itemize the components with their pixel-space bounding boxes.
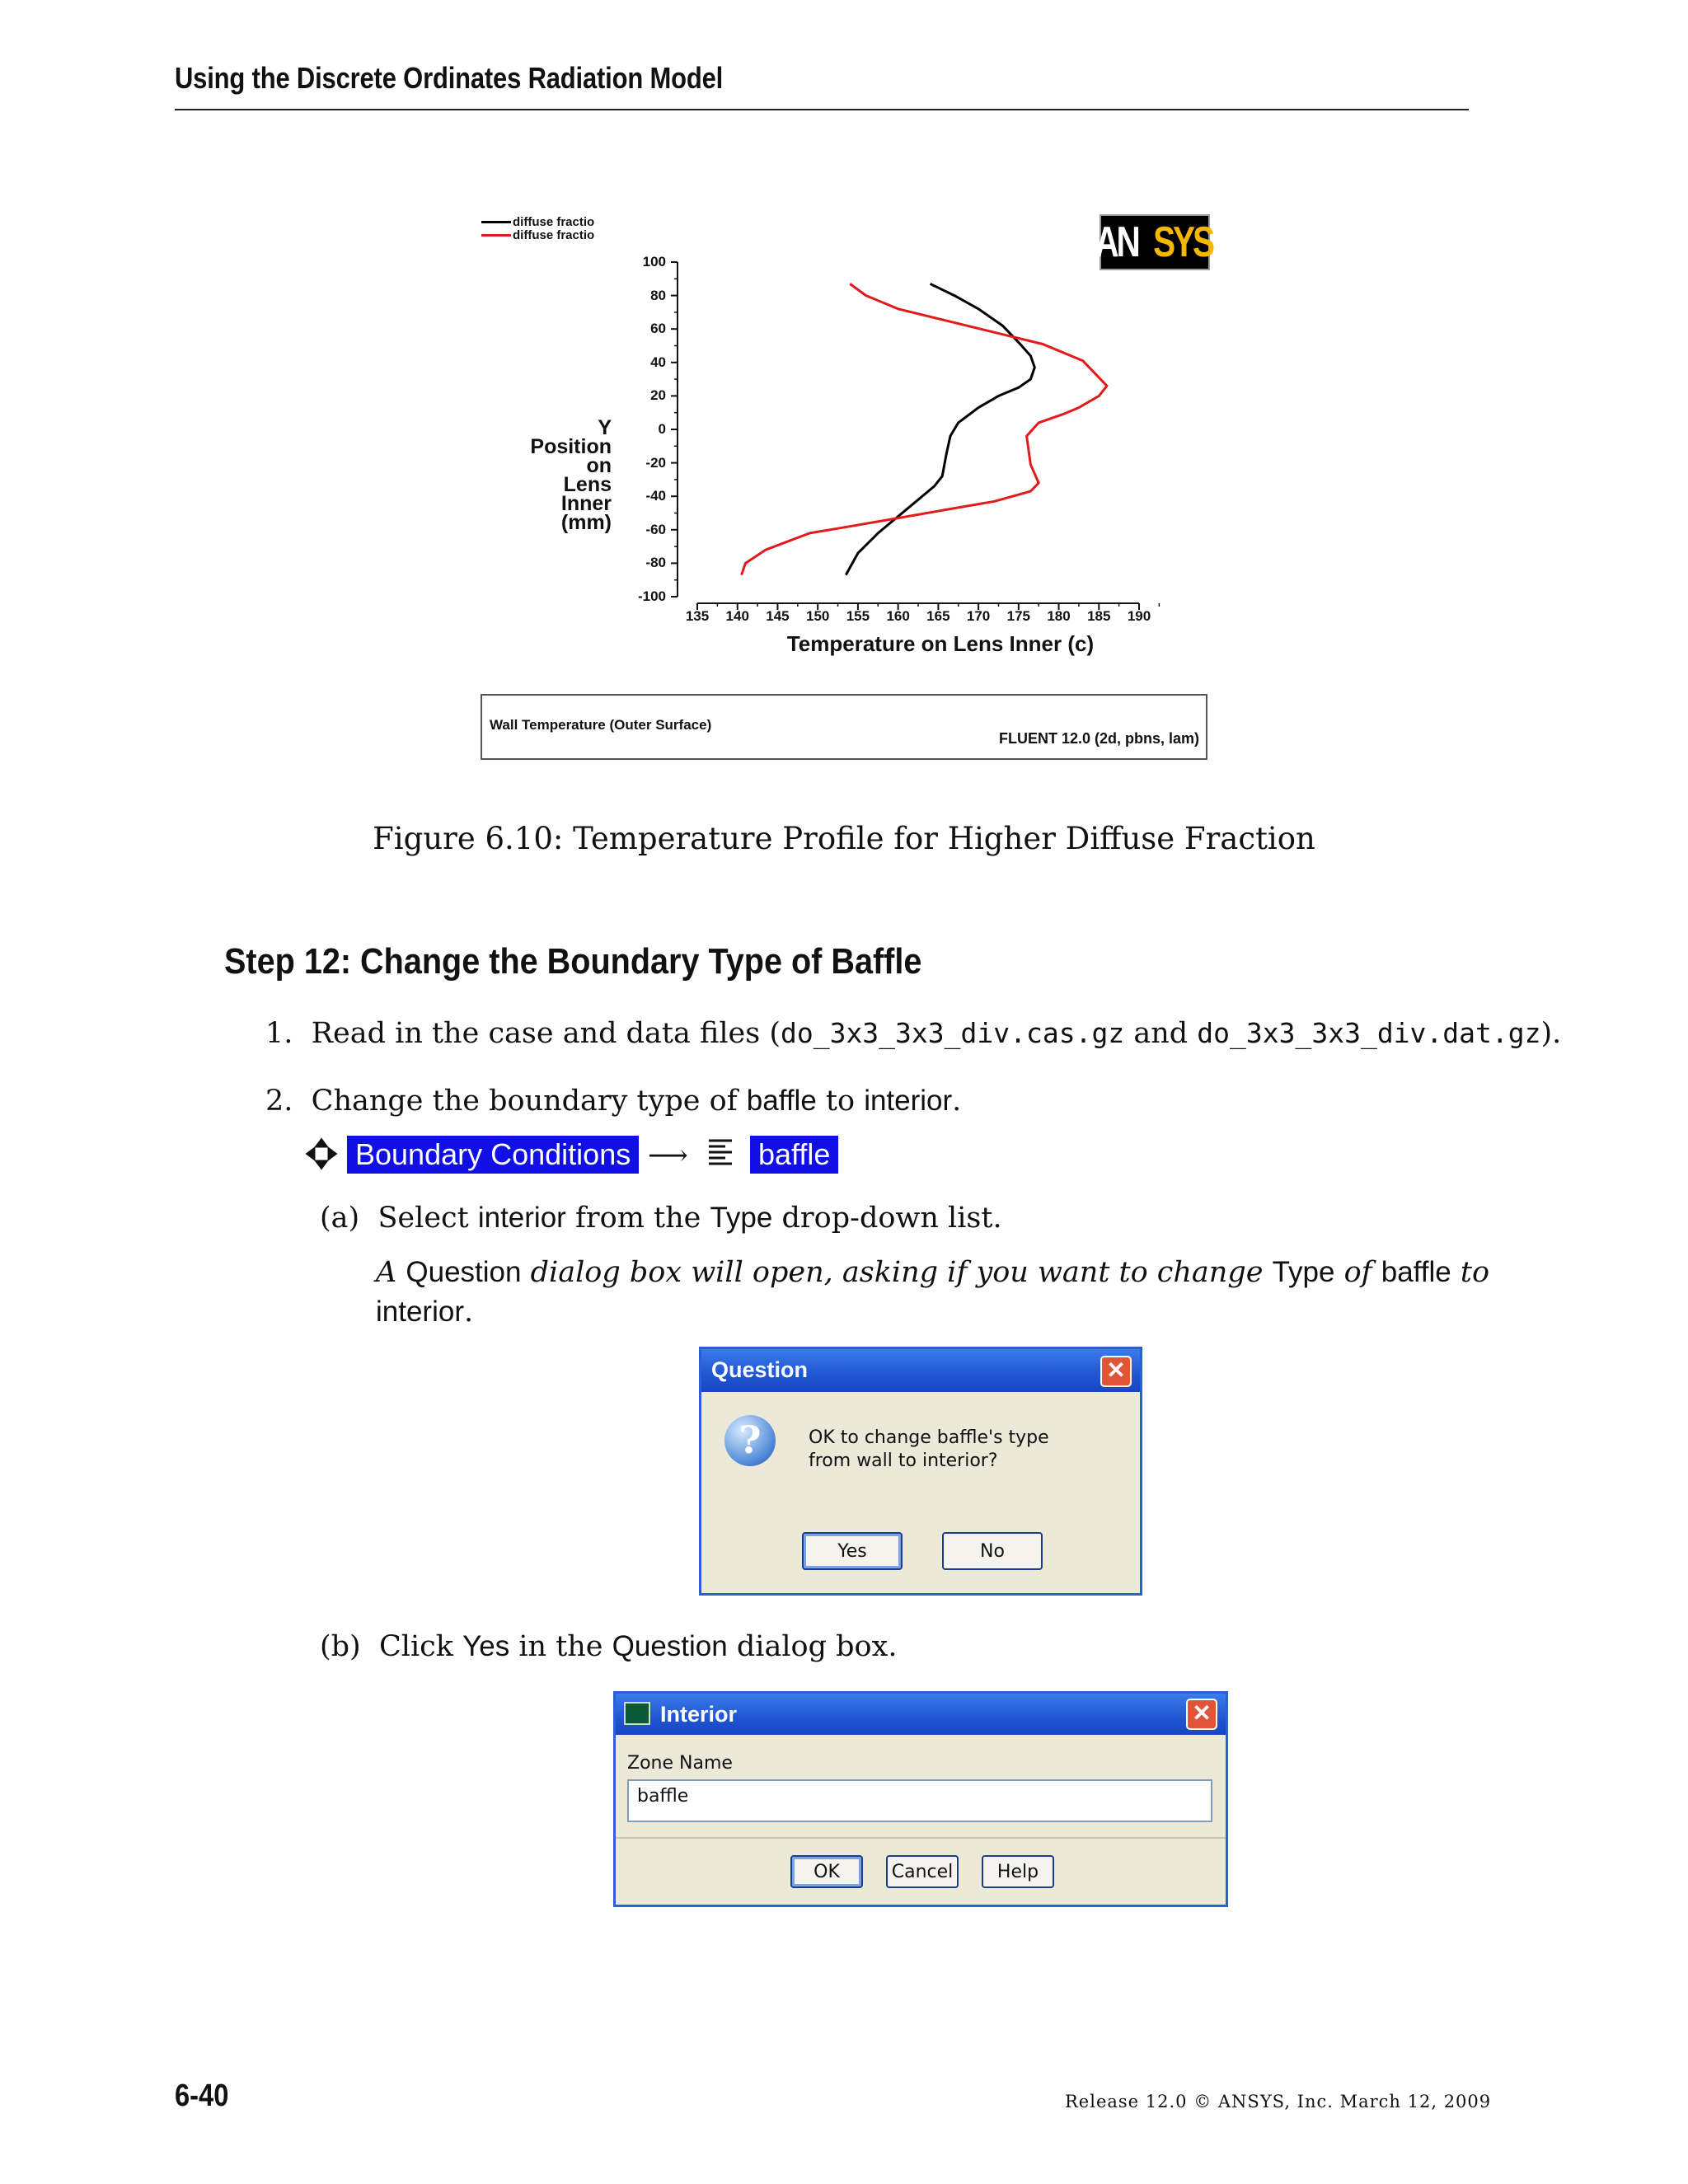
chart-info-right: FLUENT 12.0 (2d, pbns, lam) [999,730,1200,747]
interior-close-button[interactable]: ✕ [1186,1699,1217,1730]
interior-titlebar [616,1694,1226,1735]
x-tick-label: 175 [1006,608,1030,624]
page-number: 6-40 [175,2079,229,2113]
x-tick-label: 135 [685,608,710,624]
sub-step-b: (b) Click Yes in the Question dialog box. [320,1630,898,1663]
nav-boundary-conditions[interactable]: Boundary Conditions [347,1136,639,1174]
step-heading: Step 12: Change the Boundary Type of Baffle [224,941,922,982]
legend-entry-2: diffuse fractio [513,228,595,242]
step-item-1: 1. Read in the case and data files (do_3x3_3x3_div.cas.gz and do_3x3_3x3_div.dat.gz). [265,1017,1562,1050]
y-tick-label: -60 [645,521,666,537]
help-button[interactable]: Help [982,1855,1054,1888]
y-tick-label: -40 [645,488,666,504]
x-tick-label: 155 [846,608,870,624]
ok-button[interactable]: OK [790,1855,863,1888]
note-line-2: interior. [376,1296,474,1329]
question-title: Question [711,1357,809,1382]
question-icon: ? [724,1415,776,1466]
running-header: Using the Discrete Ordinates Radiation Model [175,61,724,95]
x-tick-label: 165 [926,608,950,624]
step-item-2: 2. Change the boundary type of baffle to interior. [265,1085,962,1118]
x-tick-label: 180 [1047,608,1071,624]
y-tick-label: -100 [637,588,666,604]
x-tick-label: 160 [886,608,910,624]
x-tick-label: 150 [805,608,830,624]
nav-baffle[interactable]: baffle [750,1136,838,1174]
question-titlebar [701,1349,1140,1392]
y-tick-label: -20 [645,454,666,471]
sub-step-a: (a) Select interior from the Type drop-down list. [320,1202,1002,1235]
interior-dialog [613,1691,1228,1907]
chart-info-left: Wall Temperature (Outer Surface) [490,717,712,733]
cancel-button[interactable]: Cancel [886,1855,959,1888]
zone-name-label: Zone Name [627,1753,733,1774]
y-tick-label: 100 [642,254,666,269]
x-tick-label: 185 [1087,608,1111,624]
y-tick-label: 20 [650,387,666,404]
interior-title: Interior [660,1702,738,1727]
y-tick-label: 60 [650,321,666,337]
x-tick-label: 140 [725,608,749,624]
no-button[interactable]: No [942,1532,1043,1570]
question-dialog [699,1347,1142,1596]
series-line-1 [846,284,1034,574]
y-tick-label: 0 [658,421,666,437]
y-axis-label: Y Position on Lens Inner (mm) [530,416,612,534]
ansys-logo: AN SYS [1100,214,1210,270]
y-tick-label: -80 [645,555,666,571]
zone-name-input[interactable]: baffle [627,1779,1212,1822]
dialog-separator [616,1837,1226,1839]
question-message: OK to change baffle's type from wall to interior? [809,1427,1049,1471]
fluent-app-icon [624,1702,650,1725]
figure-caption: Figure 6.10: Temperature Profile for Higher Diffuse Fraction [373,821,1315,856]
y-tick-label: 80 [650,287,666,303]
x-tick-label: 145 [766,608,790,624]
release-footer: Release 12.0 © ANSYS, Inc. March 12, 2009 [1065,2092,1492,2111]
x-tick-label: 190 [1127,608,1151,624]
list-icon [707,1137,735,1167]
tree-nav-icon [305,1137,338,1170]
x-tick-label: 170 [966,608,991,624]
y-tick-label: 40 [650,354,666,370]
series-line-2 [742,284,1107,574]
yes-button[interactable]: Yes [802,1532,903,1570]
temperature-profile-chart [0,0,1688,659]
note-line-1: A Question dialog box will open, asking if you want to change Type of baffle to [376,1256,1490,1289]
question-close-button[interactable]: ✕ [1100,1356,1132,1387]
nav-arrow: ⟶ [648,1139,688,1172]
x-axis-label: Temperature on Lens Inner (c) [786,631,1095,656]
legend-entry-1: diffuse fractio [513,215,595,229]
